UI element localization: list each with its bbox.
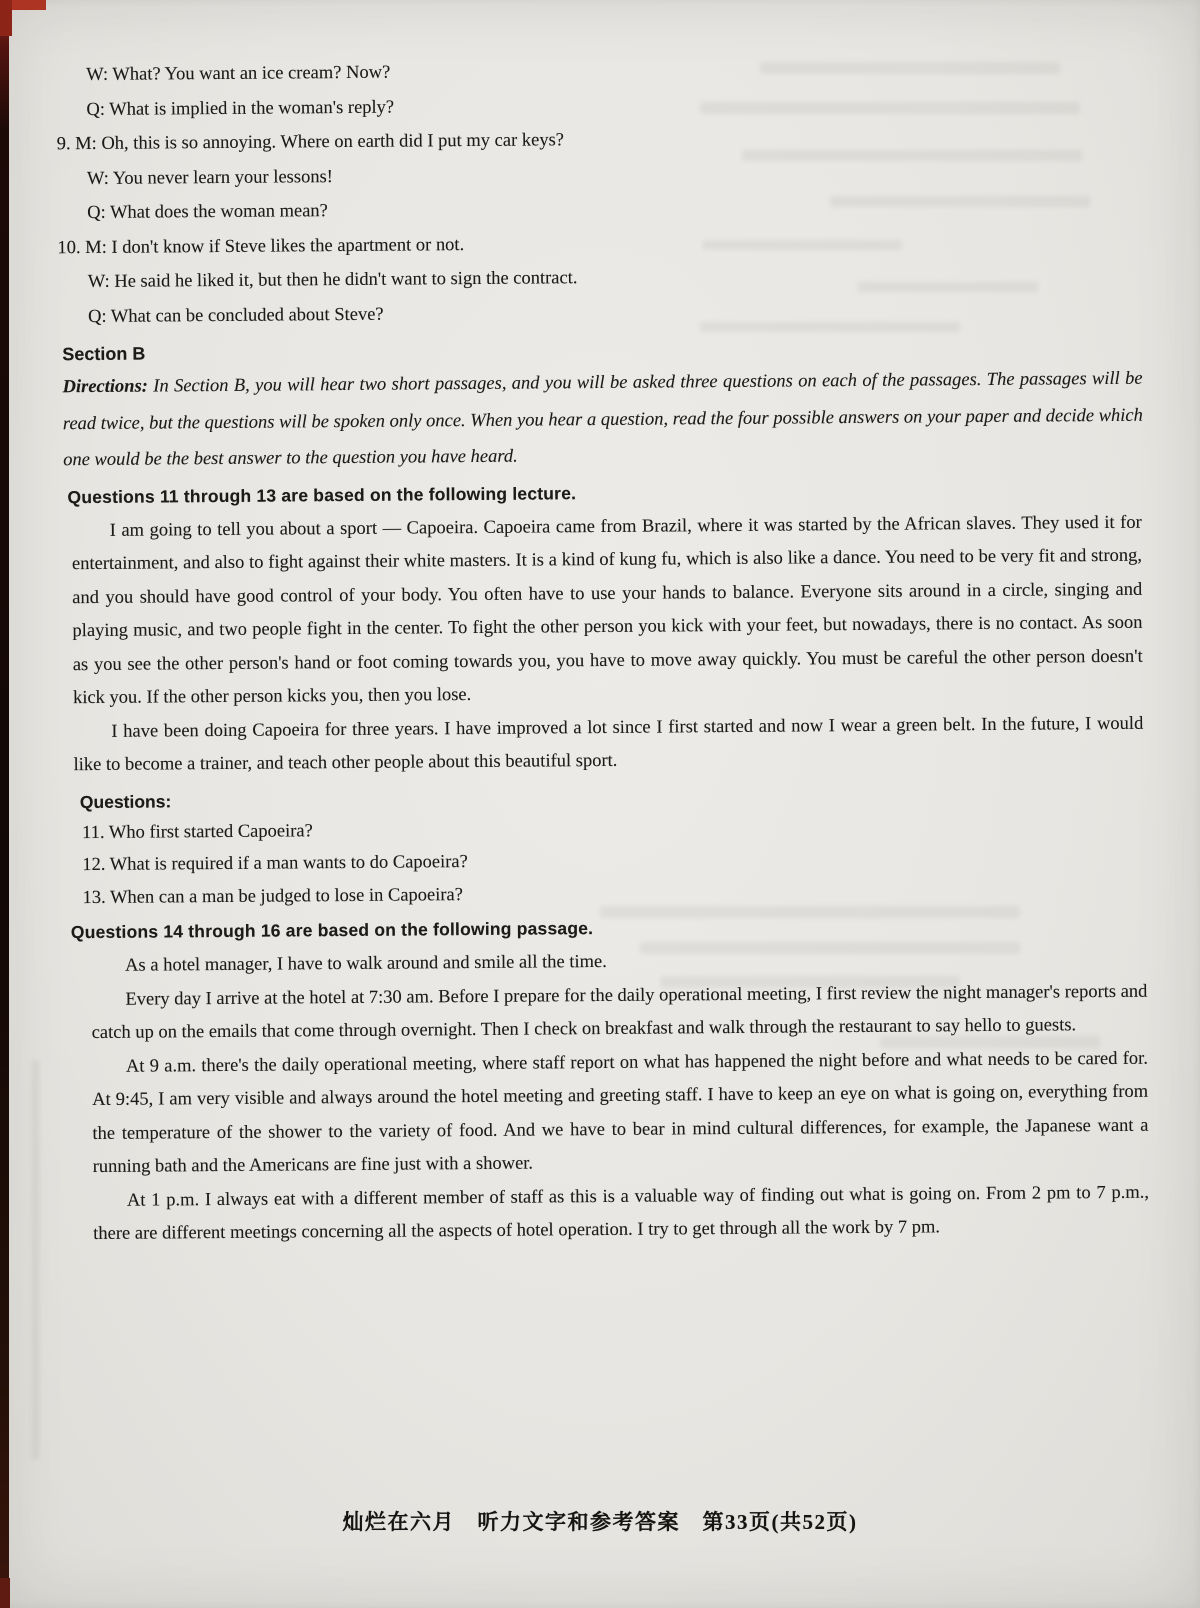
questions-label: Questions:	[79, 790, 172, 812]
lecture-heading: Questions 11 through 13 are based on the following lecture.	[67, 482, 577, 507]
scan-corner-artifact	[0, 0, 12, 36]
dialogue-line-10m: 10. M: I don't know if Steve likes the apartment or not.	[57, 234, 465, 258]
passage-paragraph: At 9 a.m. there's the daily operational meeting, where staff report on what has happened the night before and what needs to be cared for. At 9:45, I am very visible and always around the hotel meeting and greeting staff. I have to keep an eye on what is going on, everything from the temperature of the shower to the variety of food. And we have to bear in mind cultural differences, for example, the Japanese want a running bath and the Americans are fine just with a shower.	[92, 1048, 1149, 1178]
dialogue-line-q: Q: What does the woman mean?	[87, 201, 328, 224]
page-content	[56, 50, 1151, 1252]
question-13: 13. When can a man be judged to lose in Capoeira?	[82, 884, 464, 908]
section-b-heading: Section B	[62, 343, 146, 365]
scan-edge-artifact	[0, 0, 9, 1608]
question-11: 11. Who first started Capoeira?	[82, 820, 313, 843]
passage-paragraph: Every day I arrive at the hotel at 7:30 am. Before I prepare for the daily operational meeting, I first review the night manager's reports and catch up on the emails that come through overnight. Then I check on breakfast and walk through the restaurant to say hello to guests.	[91, 981, 1148, 1044]
scan-corner-artifact	[0, 1578, 10, 1608]
directions-text: In Section B, you will hear two short passages, and you will be asked three questions on each of the passages. The passages will be read twice, but the questions will be spoken only once. When you hear a question, read the four possible answers on your paper and decide which one would be the best answer to the question you have heard.	[62, 368, 1143, 471]
passage-body	[63, 942, 1151, 1252]
dialogue-line-q: Q: What is implied in the woman's reply?	[86, 97, 395, 120]
passage-paragraph: As a hotel manager, I have to walk around and smile all the time.	[125, 951, 607, 976]
dialogue-line-9m: 9. M: Oh, this is so annoying. Where on earth did I put my car keys?	[56, 130, 565, 155]
passage-heading: Questions 14 through 16 are based on the following passage.	[70, 918, 594, 943]
dialogue-line-w: W: You never learn your lessons!	[86, 166, 333, 189]
directions-label: Directions:	[62, 376, 148, 398]
lecture-body	[60, 506, 1148, 783]
lecture-paragraph: I have been doing Capoeira for three years. I have improved a lot since I first started and now I wear a green belt. In the future, I would like to become a trainer, and teach other people about this beautiful sport.	[73, 713, 1144, 776]
questions-list	[62, 808, 1149, 914]
dialogue-line-w: W: He said he liked it, but then he didn't want to sign the contract.	[87, 268, 578, 293]
bleed-mark	[32, 1060, 39, 1460]
dialogue-line-w: W: What? You want an ice cream? Now?	[86, 62, 391, 86]
page-footer: 灿烂在六月 听力文字和参考答案 第33页(共52页)	[342, 1510, 858, 1534]
lecture-paragraph: I am going to tell you about a sport — Capoeira. Capoeira came from Brazil, where it was started by the African slaves. They used it for entertainment, and also to fight against their white masters. It is a kind of kung fu, which is also like a dance. You need to be very fit and strong, and you should have good control of your body. You often have to use your hands to balance. Everyone sits around in a circle, singing and playing music, and two people fight in the center. To fight the other person you kick with your feet, but nowadays, there is no contact. As soon as you see the other person's hand or foot coming towards you, you have to move away quickly. You must be careful the other person doesn't kick you. If the other person kicks you, then you lose.	[71, 512, 1143, 709]
dialogue-section	[56, 50, 1144, 335]
directions-paragraph	[62, 361, 1143, 479]
dialogue-line-q: Q: What can be concluded about Steve?	[87, 304, 384, 327]
passage-paragraph: At 1 p.m. I always eat with a different member of staff as this is a valuable way of finding out what is going on. From 2 pm to 7 p.m., there are different meetings concerning all the aspects of hotel operation. I try to get through all the work by 7 pm.	[93, 1182, 1150, 1245]
question-12: 12. What is required if a man wants to do Capoeira?	[82, 852, 468, 876]
